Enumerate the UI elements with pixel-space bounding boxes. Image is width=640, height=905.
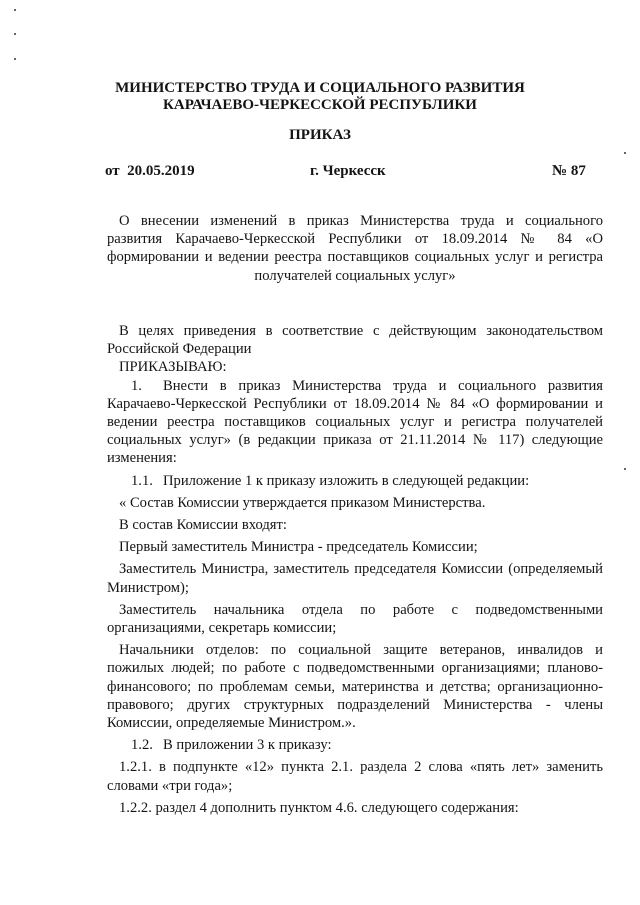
- item-1-1: [107, 472, 603, 490]
- department-heads-paragraph: Начальники отделов: по социальной защите ветеранов, инвалидов и пожилых людей; по работе с подведомственными организациями; планово-финансового; по проблемам семьи, материнства и детства; организационно-правового; других структурных подразделений Министерства - члены Комиссии, определяемые Министром.».: [107, 642, 603, 732]
- order-city: г. Черкесск: [310, 163, 386, 179]
- quote-start: « Состав Комиссии утверждается приказом Министерства.: [119, 494, 486, 511]
- scan-speck: [624, 152, 626, 154]
- deputy-paragraph: Заместитель Министра, заместитель председателя Комиссии (определяемый Министром);: [107, 561, 603, 596]
- ministry-line-2: КАРАЧАЕВО-ЧЕРКЕССКОЙ РЕСПУБЛИКИ: [163, 97, 477, 113]
- scan-speck: [14, 33, 16, 35]
- item-1-2-1: 1.2.1. в подпункте «12» пункта 2.1. раздела 2 слова «пять лет» заменить словами «три года»;: [107, 759, 603, 794]
- subject-line-2: развития Карачаево-Черкесской Республики от 18.09.2014 № 84 «О: [107, 231, 603, 248]
- document-type: ПРИКАЗ: [289, 127, 351, 143]
- preamble-paragraph: В целях приведения в соответствие с действующим законодательством Российской Федерации: [107, 323, 603, 358]
- order-word: ПРИКАЗЫВАЮ:: [119, 359, 227, 376]
- item-1-2: [107, 736, 603, 754]
- item-1: [107, 377, 603, 468]
- scan-speck: [14, 9, 16, 11]
- order-date: от 20.05.2019: [105, 163, 195, 179]
- item-1-1-text: Приложение 1 к приказу изложить в следующей редакции:: [163, 472, 530, 489]
- first-deputy-line: Первый заместитель Министра - председатель Комиссии;: [119, 539, 478, 556]
- item-1-2-text: В приложении 3 к приказу:: [163, 737, 332, 754]
- subject-line-1: О внесении изменений в приказ Министерства труда и социального: [119, 213, 603, 229]
- composition-line: В состав Комиссии входят:: [119, 517, 287, 534]
- scan-speck: [14, 58, 16, 60]
- item-1-1-number: 1.1.: [131, 472, 153, 489]
- item-1-2-number: 1.2.: [131, 737, 153, 754]
- item-1-2-2: 1.2.2. раздел 4 дополнить пунктом 4.6. следующего содержания:: [119, 799, 519, 816]
- order-subject: [107, 212, 603, 285]
- deputy-head-paragraph: Заместитель начальника отдела по работе с подведомственными организациями, секретарь комиссии;: [107, 601, 603, 637]
- scan-speck: [624, 468, 626, 470]
- order-body: [107, 322, 603, 817]
- subject-line-4: получателей социальных услуг»: [254, 267, 456, 284]
- order-number: № 87: [552, 163, 586, 179]
- item-1-text: Внести в приказ Министерства труда и социального развития Карачаево-Черкесской Республики от 18.09.2014 № 84 «О формировании и ведении реестра поставщиков социальных услуг и регистра получателей социальных услуг» (в редакции приказа от 21.11.2014 № 117) следующие изменения:: [107, 377, 603, 467]
- ministry-line-1: МИНИСТЕРСТВО ТРУДА И СОЦИАЛЬНОГО РАЗВИТИЯ: [115, 80, 525, 96]
- subject-line-3: формировании и ведении реестра поставщиков социальных услуг и регистра: [107, 249, 603, 266]
- item-1-number: 1.: [131, 377, 142, 394]
- ministry-header: [0, 80, 640, 114]
